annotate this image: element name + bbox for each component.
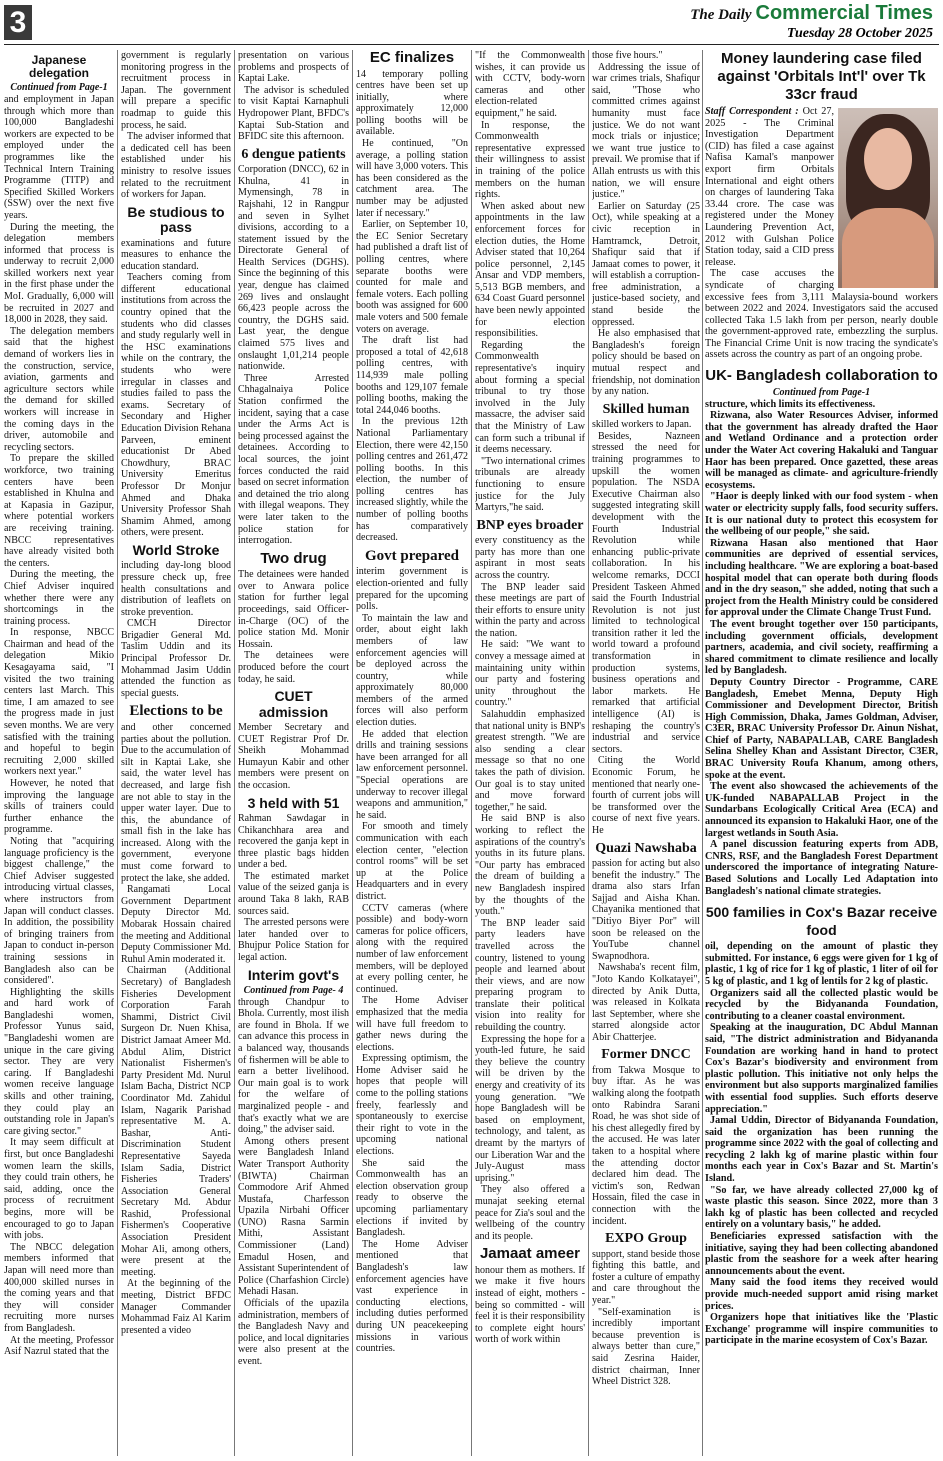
- paragraph: Teachers coming from different educational institutions from across the country opined that the students who did classes and study regularly well in the HSC examinations while on the contrary, the students who were irregular in classes and studies failed to pass the exams. Secretary of Secondary and Higher Education Division Rehana Parveen, eminent educationist Dr Abed Chowdhury, BRAC University Emeritus Professor Dr Monjur Ahmed and Dhaka University Professor Shah Shamim Ahmed, among others, were present.: [121, 272, 231, 539]
- paragraph: The case accuses the syndicate of charging excessive fees from 3,111 Malaysia-bound workers between 2022 and 2024. Investigators said the accused collected Taka 1.5 lakh from per person, nearly double the government-approved rate, embezzling the surplus. The Financial Crime Unit is now tracing the syndicate's assets across the country as part of an ongoing probe.: [705, 268, 938, 361]
- paragraph: CMCH Director Brigadier General Md. Taslim Uddin and its Principal Professor Dr. Mohammad Jasim Uddin attended the function as special guests.: [121, 618, 231, 699]
- paragraph: Speaking at the inauguration, DC Abdul Mannan said, "The district administration and Bidyananda Foundation are working hand in hand to protect Cox's Bazar's biodiversity and environment from plastic pollution. This initiative not only helps the environment but also supports marginalized families with essential food supplies. Such efforts deserve appreciation.": [705, 1022, 938, 1115]
- paragraph: To maintain the law and order, about eight lakh members of law enforcement agencies will be deployed across the country, while approximately 80,000 members of the armed forces will also perform election duties.: [356, 612, 468, 729]
- paragraph: He continued, "On average, a polling station will have 3,000 voters. This has been considered as the catchment area. The number may be adjusted later if necessary.": [356, 138, 468, 219]
- column-divider: [588, 50, 589, 1456]
- column-divider: [352, 50, 353, 1456]
- paragraph: It may seem difficult at first, but once Bangladeshi women learn the skills, they could train others, he said, adding, once the process of recruitment begins, more will be encouraged to go to Japan with jobs.: [4, 1137, 114, 1242]
- article-title: 3 held with 51: [247, 794, 340, 811]
- paragraph: During the meeting, the delegation members informed that process is underway to recruit 2,000 skilled workers next year in the first phase under the MoI. Gradually, 6,000 will be recruited in 2027 and 18,000 in 2028, they said.: [4, 221, 114, 326]
- article-title: Skilled human: [602, 401, 690, 417]
- paragraph: However, he noted that improving the language skills of trainers could further enhance the programme.: [4, 778, 114, 836]
- paragraph: Regarding the Commonwealth representative's inquiry about forming a special tribunal to try those involved in the July massacre, the adviser said that the Ministry of Law can form such a tribunal if it deems necessary.: [475, 339, 585, 456]
- paragraph: Rangamati Local Government Department Deputy Director Md. Mobarak Hossain chaired the meeting and Additional Deputy Commissioner Md. Ruhul Amin moderated it.: [121, 884, 231, 965]
- masthead: [690, 2, 933, 42]
- paragraph: The estimated market value of the seized ganja is around Taka 8 lakh, RAB sources said.: [238, 870, 349, 917]
- person-photo: [838, 108, 938, 288]
- paragraph: Nawshaba's recent film, "Joto Kando Kolkatayei", directed by Anik Dutta, was released in Kolkata last September, where she starred alongside actor Abir Chatterjee.: [592, 962, 700, 1043]
- paragraph: When asked about new appointments in the law enforcement forces for election duties, the Home Adviser stated that 10,264 police personnel, 2,145 Ansar and VDP members, 5,513 BGB members, and 634 Coast Guard personnel have been newly appointed for election responsibilities.: [475, 200, 585, 340]
- paragraph: A panel discussion featuring experts from ADB, CNRS, RSF, and the Bangladesh Forest Department underscored the importance of integrating Nature-Based Solutions and Locally Led Adaptation into Bangladesh's national climate strategies.: [705, 839, 938, 897]
- paragraph: structure, which limits its effectiveness.: [705, 398, 876, 410]
- paragraph: Jamal Uddin, Director of Bidyananda Foundation, said the organization has been running the programme since 2022 with the goal of collecting and recycling 2 lakh kg of marine plastic within four months each year in Cox's Bazar and St. Martin's Island.: [705, 1115, 938, 1185]
- paragraph: Many said the food items they received would provide much-needed support amid rising market prices.: [705, 1277, 938, 1312]
- paragraph: Organizers said all the collected plastic would be recycled by the Bidyananda Foundation, contributing to a cleaner coastal environment.: [705, 987, 938, 1022]
- paragraph: The event brought together over 150 participants, including government officials, development partners, academia, and civil society, reaffirming a shared commitment to climate resilience and locally led by Bangladesh.: [705, 618, 938, 677]
- page-number: 3: [4, 5, 32, 40]
- paragraph: Rizwana Hasan also mentioned that Haor communities are deprived of essential services, including healthcare. "We are exploring a boat-based hospital model that can operate both during floods and in the dry season," she added, noting that such a project from the Health Ministry could be considered for approval under the Climate Change Trust Fund.: [705, 537, 938, 619]
- paragraph: The adviser informed that a dedicated cell has been established under his ministry to resolve issues related to the recruitment of workers for Japan.: [121, 131, 231, 201]
- paragraph: In response, the Commonwealth representative expressed their willingness to assist in training of the police members on the human rights.: [475, 119, 585, 201]
- paragraph: from Takwa Mosque to buy iftar. As he was walking along the footpath onto Rabindra Sarani Road, he was shot side of his chest allegedly fired by the accused. He was later taken to a hospital where the attending doctor declared him dead. The victim's son, Redwan Hossain, filed the case in connection with the incident.: [592, 1064, 700, 1227]
- paragraph: Expressing optimism, the Home Adviser said he hopes that people will come to the polling stations freely, fearlessly and spontaneously to exercise their right to vote in the upcoming national elections.: [356, 1053, 468, 1158]
- column-6: [592, 50, 700, 1458]
- article-title: BNP eyes broader: [476, 517, 584, 533]
- paragraph: Besides, Nazneen stressed the need for training programmes to upskill the women population. The NSDA Executive Chairman also suggested integrating skill development with the Fourth Industrial Revolution while enhancing public-private collaboration. In his welcome remarks, DCCI President Taskeen Ahmed said the Fourth Industrial Revolution is not just limited to technological transition rather it led the world toward a profound transformation in production systems, business operations and labor markets. He remarked that artificial intelligence (AI) is reshaping the country's industrial and service sectors.: [592, 430, 700, 755]
- article-title: EC finalizes: [369, 50, 455, 66]
- paragraph: "So far, we have already collected 27,000 kg of waste plastic this season. Since 2022, more than 3 lakh kg of plastic has been collected and recycled entirely on a voluntary basis," he added.: [705, 1184, 938, 1231]
- paragraph: including day-long blood pressure check up, free health consultations and distribution of leaflets on stroke prevention.: [121, 560, 231, 618]
- paragraph: Beneficiaries expressed satisfaction with the initiative, saying they had been collecting abandoned plastic from the seashore for a week after hearing announcements about the event.: [705, 1231, 938, 1277]
- paragraph: In the previous 12th National Parliamentary Election, there were 42,150 polling centres and 261,472 polling booths. In this election, the number of polling centres has increased slightly, while the number of polling booths has comparatively decreased.: [356, 416, 468, 544]
- paragraph: She said the Commonwealth has an election observation group ready to observe the upcoming parliamentary elections if invited by Bangladesh.: [356, 1157, 468, 1239]
- paragraph: The arrested persons were later handed over to Bhujpur Police Station for legal action.: [238, 917, 349, 964]
- issue-date: Tuesday 28 October 2025: [786, 26, 933, 41]
- column-4: [356, 50, 468, 1458]
- paragraph: Earlier on Saturday (25 Oct), while speaking at a civic reception in Hamtramck, Detroit, Shafiqur said that if Jamaat comes to power, it will establish a corruption-free administration, a justice-based society, and stand beside the oppressed.: [592, 200, 700, 328]
- paragraph: Corporation (DNCC), 62 in Khulna, 41 in Mymensingh, 78 in Rajshahi, 12 in Rangpur and seven in Sylhet divisions, according to a statement issued by the Directorate General of Health Services (DGHS). Since the beginning of this year, dengue has claimed 269 lives and onslaught 66,423 people across the country, the DGHS said. Last year, the dengue claimed 575 lives and onslaught 1,01,214 people nationwide.: [238, 164, 349, 373]
- paper-name: Commercial Times: [755, 2, 933, 24]
- paragraph: presentation on various problems and prospects of Kaptai Lake.: [238, 50, 349, 85]
- paragraph: Expressing the hope for a youth-led future, he said they believe the country will be driven by the energy and creativity of its young generation. "We hope Bangladesh will be based on employment, technology, and talent, as dreamt by the martyrs of our Liberation War and the July-August mass uprising.": [475, 1033, 585, 1184]
- paragraph: passion for acting but also benefit the industry." The drama also stars Irfan Sajjad and Aisha Khan. Chayanika mentioned that "Ditiyo Biyer Por" will soon be released on the YouTube channel Swapnodhora.: [592, 857, 700, 962]
- column-5: [475, 50, 585, 1458]
- paragraph: He also emphasised that Bangladesh's foreign policy should be based on mutual respect and friendship, not domination by any nation.: [592, 328, 700, 398]
- paragraph: The event also showcased the achievements of the UK-funded NABAPALLAB Project in the Sundarbans Ecologically Critical Area (ECA) and announced its expansion to Hakaluki Haor, one of the largest wetlands in South Asia.: [705, 781, 938, 839]
- article-body: [705, 941, 938, 1347]
- paragraph: every constituency as the party has more than one aspirant in most seats across the country.: [475, 535, 585, 581]
- paper-prefix: The Daily: [690, 7, 752, 23]
- paragraph: skilled workers to Japan.: [592, 419, 692, 431]
- lead-text: Oct 27, 2025 - The Criminal Investigation Department (CID) has filed a case against Nafisa Kamal's manpower export firm Orbitals International and eight others on charges of laundering Taka 33.44 crore. The case was registered under the Money Laundering Prevention Act, 2012 with Gulshan Police Station today, said a CID press release.: [705, 106, 834, 268]
- header-rule: [4, 44, 939, 45]
- paragraph: Addressing the issue of war crimes trials, Shafiqur said, "Those who committed crimes against humanity must face justice. We do not want mock trials or injustice; we want true justice to prevail. We promise that if Allah entrusts us with this nation, we will ensure justice.": [592, 61, 700, 201]
- column-1: [4, 50, 114, 1458]
- paragraph: The draft list had proposed a total of 42,618 polling centres, with 114,939 male polling booths and 129,107 female polling booths, making the total 244,046 booths.: [356, 335, 468, 416]
- feature-headline: Money laundering case filed against 'Orbitals Int'l' over Tk 33cr fraud: [717, 50, 926, 103]
- paragraph: He said BNP is also working to reflect the aspirations of the country's youths in its future plans. "Our party has embraced the dream of building a new Bangladesh inspired by the thoughts of the youth.": [475, 813, 585, 918]
- paragraph: They also offered a munajat seeking eternal peace for Zia's soul and the wellbeing of the country and its people.: [475, 1184, 585, 1242]
- article-title: Be studious to pass: [127, 203, 225, 236]
- paragraph: government is regularly monitoring progress in the recruitment process in Japan. The government will prepare a specific roadmap to guide this process, he said.: [121, 50, 231, 131]
- column-3: [238, 50, 349, 1458]
- paragraph: those five hours.": [592, 50, 663, 61]
- paragraph: interim government is election-oriented and fully prepared for the upcoming polls.: [356, 566, 468, 613]
- column-divider: [702, 50, 703, 1456]
- paragraph: and employment in Japan through which more than 100,000 Bangladeshi workers are expected to be employed under the programmes like the Technical Intern Training Programme (TITP) and Specified Skilled Workers (SSW) over the next five years.: [4, 93, 114, 221]
- article-body: [705, 399, 938, 898]
- continued-note: Continued from Page- 4: [243, 985, 344, 997]
- paragraph: Among others present were Bangladesh Inland Water Transport Authority (BIWTA) Chairman Commodore Arif Ahmed Mustafa, Charfesson Upazila Nirbahi Officer (UNO) Rasna Sarmin Mithi, Assistant Commissioner (Land) Emadul Hosen, and Assistant Superintendent of Police (Charfashion Circle) Mehadi Hasan.: [238, 1135, 349, 1298]
- paragraph: and other concerned parties about the pollution. Due to the accumulation of silt in Kaptai Lake, she said, the water level has decreased, and large fish are not able to stay in the upper water layer. Due to this, the abundance of small fish in the lake has increased. Along with the government, everyone must come forward to protect the lake, she added.: [121, 721, 231, 884]
- byline: Staff Correspondent :: [705, 106, 799, 117]
- paragraph: Citing the World Economic Forum, he mentioned that nearly one-fourth of current jobs will be transformed over the course of next five years. He: [592, 755, 700, 836]
- paragraph: The Home Adviser mentioned that Bangladesh's law enforcement agencies have vast experience in conducting elections, including duties performed during UN peacekeeping missions in various countries.: [356, 1238, 468, 1355]
- paragraph: through Chandpur to Bhola. Currently, most ilish are found in Bhola. If we can advance this process in a balanced way, thousands of fishermen will be able to earn a better livelihood. Our main goal is to work for the welfare of marginalized people - and that's exactly what we are doing," the adviser said.: [238, 996, 349, 1136]
- paragraph: Three Arrested Chhagalnaiya Police Station confirmed the incident, saying that a case under the Arms Act is being processed against the detainees. According to local sources, the joint forces conducted the raid based on secret information and detained the trio along with illegal weapons. They were later taken to the police station for interrogation.: [238, 372, 349, 547]
- paragraph: At the beginning of the meeting, District BFDC Manager Commander Mohammad Faiz Al Karim presented a video: [121, 1278, 231, 1336]
- paragraph: Rizwana, also Water Resources Adviser, informed that the government has already drafted the Haor and Wetland Ordinance and a protection order under the Water Act covering Hakaluki and Tanguar Haor has been prepared. Once gazetted, these areas will be managed as climate- and agriculture-friendly ecosystems.: [705, 410, 938, 491]
- article-title: Former DNCC: [601, 1047, 691, 1063]
- article-title: Interim govt's: [247, 966, 340, 983]
- paragraph: He said: "We want to convey a message aimed at maintaining unity within our party and fostering unity throughout the country.": [475, 639, 585, 709]
- article-title: Jamaat ameer: [479, 1245, 581, 1263]
- paragraph: honour them as mothers. If we make it five hours instead of eight, mothers - being so committed - will feel it is their responsibility to complete eight hours' worth of work within: [475, 1264, 585, 1346]
- article-title: World Stroke: [132, 541, 220, 558]
- paragraph: oil, depending on the amount of plastic they submitted. For instance, 6 eggs were given for 1 kg of plastic, 1 kg of rice for 1 kg of plastic, 1 liter of oil for 5 kg of plastic, and 1 kg of lentils for 2 kg of plastic.: [705, 941, 938, 987]
- article-title: Japanese delegation: [28, 53, 89, 81]
- article-title: CUET admission: [258, 688, 329, 720]
- paragraph: At the meeting, Professor Asif Nazrul stated that the: [4, 1334, 114, 1358]
- column-divider: [117, 50, 118, 1456]
- paragraph: For smooth and timely communication with each election center, "election control rooms" will be set up at the Police Headquarters and in every district.: [356, 821, 468, 902]
- paragraph: Organizers hope that initiatives like the 'Plastic Exchange' programme will inspire communities to participate in the marine ecosystem of Cox's Bazar.: [705, 1312, 938, 1347]
- continued-note: Continued from Page-1: [772, 387, 871, 399]
- paragraph: The BNP leader said these meetings are part of their efforts to ensure unity within the party and across the nation.: [475, 581, 585, 639]
- paragraph: Member Secretary and CUET Registrar Prof Dr. Sheikh Mohammad Humayun Kabir and other members were present on the occasion.: [238, 721, 349, 791]
- paragraph: Officials of the upazila administration, members of the Bangladesh Navy and police, and local dignitaries were also present at the event.: [238, 1298, 349, 1368]
- feature-column: [705, 50, 938, 1458]
- article-title: 500 families in Cox's Bazar receive food: [705, 904, 938, 939]
- paragraph: 14 temporary polling centres have been set up initially, where approximately 12,000 polling booths will be available.: [356, 68, 468, 138]
- article-title: EXPO Group: [605, 1231, 687, 1247]
- paragraph: The Home Adviser emphasized that the media will have full freedom to gather news during the elections.: [356, 995, 468, 1053]
- paragraph: Salahuddin emphasized that national unity is BNP's greatest strength. "We are also sending a clear message so that no one takes the path of division. Our goal is to stay united and move forward together," he said.: [475, 709, 585, 813]
- paragraph: The NBCC delegation members informed that Japan will need more than 400,000 skilled nurses in the coming years and that they will consider recruiting more nurses from Bangladesh.: [4, 1241, 114, 1334]
- paragraph: Highlighting the skills and hard work of Bangladeshi women, Professor Yunus said, "Bangladeshi women are unique in the care giving sector. They are very caring. If Bangladeshi women receive language skills and other training, they could play an outstanding role in Japan's care giving sector.": [4, 986, 114, 1137]
- paragraph: examinations and future measures to enhance the education standard.: [121, 237, 231, 272]
- column-2: [121, 50, 231, 1458]
- column-divider: [234, 50, 235, 1456]
- column-divider: [471, 50, 472, 1456]
- paragraph: The advisor is scheduled to visit Kaptai Karnaphuli Hydropower Plant, BFDC's Kaptai Sub-Station and BFIDC site this afternoon.: [238, 84, 349, 143]
- paragraph: Rahman Sawdagar in Chikanchhara area and recovered the ganja kept in three plastic bags hidden under a bed.: [238, 812, 349, 871]
- paragraph: Noting that "acquiring language proficiency is the biggest challenge," the Chief Adviser suggested introducing virtual classes, where instructors from Japan will conduct classes. In addition, the possibility of bringing trainers from Japan to conduct in-person training sessions in Bangladesh also can be considered".: [4, 835, 114, 987]
- paragraph: In response, NBCC Chairman and head of the delegation Mikio Kesagayama said, "I visited the two training centers last March. This time, I am amazed to see the progress made in just seven months. We are very satisfied with the training and hopeful to begin recruiting 2,000 skilled workers next year.": [4, 627, 114, 778]
- paragraph: support, stand beside those fighting this battle, and foster a culture of empathy and care throughout the year.": [592, 1248, 700, 1306]
- article-title: Govt prepared: [364, 547, 460, 564]
- article-title: Elections to be: [129, 703, 223, 720]
- paragraph: The detainees were handed over to Anwara police station for further legal proceedings, said Officer-in-Charge (OC) of the police station Md. Monir Hossain.: [238, 569, 349, 650]
- paragraph: The BNP leader said party leaders have travelled across the country, listened to young people and learned about their views, and are now preparing program to translate their political vision into reality for rebuilding the country.: [475, 917, 585, 1034]
- article-title: 6 dengue patients: [241, 146, 346, 162]
- article-title: Quazi Nawshaba: [595, 840, 697, 856]
- continued-note: Continued from Page-1: [10, 82, 108, 94]
- paragraph: During the meeting, the Chief Adviser inquired whether there were any shortcomings in the training process.: [4, 569, 114, 627]
- paragraph: "If the Commonwealth wishes, it can provide us with CCTV, body-worn cameras and other election-related equipment," he said.: [475, 50, 585, 119]
- paragraph: Earlier, on September 10, the EC Senior Secretary had published a draft list of polling centres, where separate booths were counted for male and female voters. Each polling booth was assigned for 600 male voters and 500 female voters on average.: [356, 219, 468, 335]
- paragraph: Chairman (Additional Secretary) of Bangladesh Fisheries Development Corporation Farah Shammi, District Civil Surgeon Dr. Nuen Khisa, District Jamaat Ameer Md. Abdul Alim, District Nationalist Fishermen's Party President Md. Nurul Islam Bacha, District NCP Coordinator Md. Zahidul Islam, Nagarik Parishad representative M. A. Bashar, Anti-Discrimination Student Representative Sayeda Islam Sadia, District Fisheries Traders' Association General Secretary Md. Abdur Rashid, Professional Fishermen's Cooperative Association President Mohar Ali, among others, were present at the meeting.: [121, 965, 231, 1278]
- paragraph: "Two international crimes tribunals are already functioning to ensure justice for the July Martyrs,"he said.: [475, 455, 585, 514]
- paragraph: CCTV cameras (where possible) and body-worn cameras for police officers, along with the required number of law enforcement members, will be deployed at every polling center, he continued.: [356, 902, 468, 995]
- article-title: UK- Bangladesh collaboration to: [705, 367, 938, 385]
- paragraph: The delegation members said that the highest demand of workers lies in the construction, service, aviation, garments and agriculture sectors while the demand for skilled workers will increase in the coming days in the driver, automobile and recycling sectors.: [4, 325, 114, 453]
- paragraph: "Self-examination is incredibly important because prevention is always better than cure," said Zesrina Haider, district chairman, Inner Wheel District 328.: [592, 1306, 700, 1388]
- paragraph: To prepare the skilled workforce, two training centers have been established in Khulna and at Kapasia in Gazipur, where potential workers are receiving training. NBCC representatives have already visited both the centers.: [4, 453, 114, 569]
- paragraph: He added that election drills and training sessions have been arranged for all law enforcement personnel. "Special operations are underway to recover illegal weapons and ammunition," he said.: [356, 728, 468, 821]
- paragraph: The detainees were produced before the court today, he said.: [238, 650, 349, 685]
- paragraph: "Haor is deeply linked with our food system - when water or electricity supply falls, food security suffers. It is our national duty to protect this ecosystem for the wellbeing of our people," she said.: [705, 491, 938, 538]
- paragraph: Deputy Country Director - Programme, CARE Bangladesh, Emebet Menna, Deputy High Commissioner and Development Director, British High Commission, Dhaka, James Goldman, Adviser, C3ER, BRAC University Professor Dr. Ainun Nishat, Chief of Party, NABAPALLAB, CARE Bangladesh Selina Shelley Khan and Assistant Director, C3ER, BRAC University Roufa Khanum, among others, spoke at the event.: [705, 676, 938, 781]
- article-title: Two drug: [260, 549, 327, 567]
